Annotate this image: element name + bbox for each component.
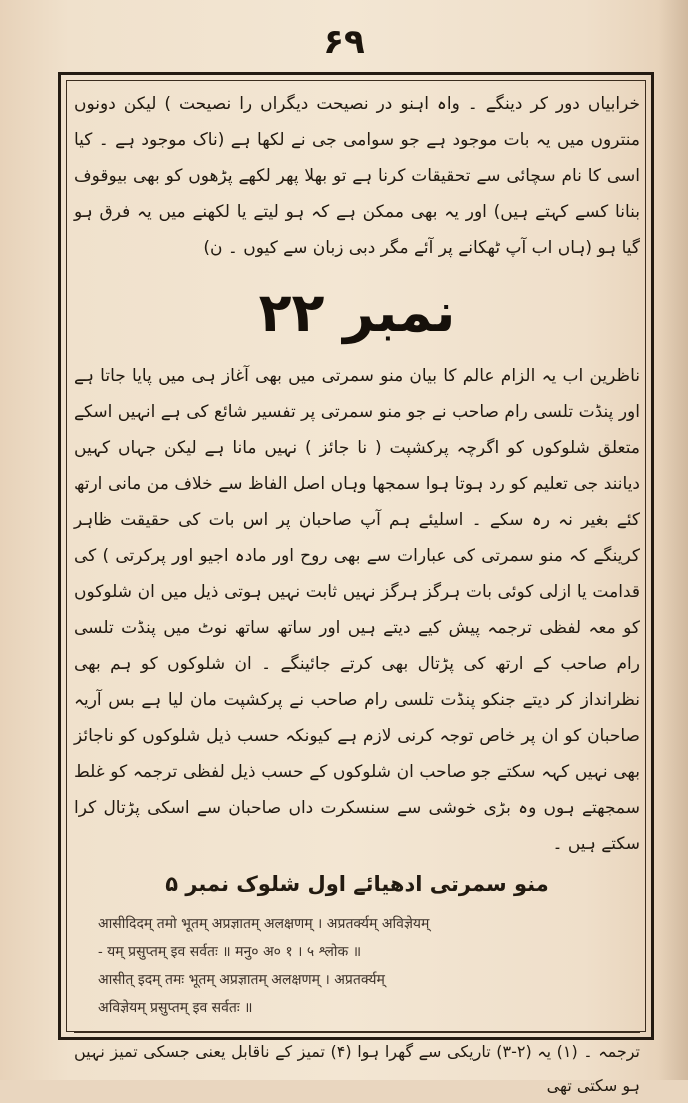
section-heading: نمبر ۲۲ <box>258 281 456 344</box>
sanskrit-line: - यम् प्रसुप्तम् इव सर्वतः ॥ मनु० अ० १ । ५ श्लोक ॥ <box>98 944 362 960</box>
page-text-block <box>74 86 640 1103</box>
sanskrit-line: अविज्ञेयम् प्रसुप्तम् इव सर्वतः ॥ <box>98 1000 253 1016</box>
paragraph-two: ناظرین اب یہ الزام عالم کا بیان منو سمرتی میں بھی آغاز ہی میں پایا جاتا ہے اور پنڈت تلسی رام صاحب نے جو منو سمرتی پر تفسیر شائع کی ہے انہیں اسکے متعلق شلوکوں کو اگرچہ پرکشپت ( نا جائز ) نہیں مانا ہے لیکن جہاں کہیں دیانند جی تعلیم کو رد ہوتا ہوا سمجھا وہاں اصل الفاظ سے خلاف من مانی ارتھ کئے بغیر نہ رہ سکے ۔ اسلیئے ہم آپ صاحبان پر اس بات کی حقیقت ظاہر کرینگے کہ منو سمرتی کی عبارات سے بھی روح اور مادہ اجیو اور پرکرتی ) کی قدامت یا ازلی کوئی بات ہرگز ہرگز نہیں ثابت نہیں ہوتی ذیل میں ان شلوکوں کو معہ لفظی ترجمہ پیش کیے دیتے ہیں اور ساتھ ساتھ نوٹ میں پنڈت تلسی رام صاحب کے ارتھ کی پڑتال بھی کرتے جائینگے ۔ ان شلوکوں کو ہم بھی نظرانداز کر دیتے جنکو پنڈت تلسی رام صاحب نے پرکشپت مان لیا ہے بس آریہ صاحبان کو ان پر خاص توجہ کرنی لازم ہے کیونکہ حسب ذیل شلوکوں کو ناجائز بھی نہیں کہہ سکتے جو صاحب ان شلوکوں کے حسب ذیل لفظی ترجمہ کو غلط سمجھتے ہوں وہ بڑی خوشی سے سنسکرت داں صاحبان سے اسکی پڑتال کرا سکتے ہیں ۔ <box>74 366 640 854</box>
sanskrit-line: आसीदिदम् तमो भूतम् अप्रज्ञातम् अलक्षणम् । अप्रतर्क्यम् अविज्ञेयम् <box>98 916 430 932</box>
sanskrit-line: आसीत् इदम् तमः भूतम् अप्रज्ञातम् अलक्षणम् । अप्रतर्क्यम् <box>98 972 385 988</box>
sanskrit-verse <box>98 910 630 1022</box>
paragraph-one: خرابیاں دور کر دینگے ۔ واہ اہنو در نصیحت دیگراں را نصیحت ) لیکن دونوں منتروں میں یہ بات موجود ہے جو سوامی جی نے لکھا ہے (ناک موجود ہے ۔ کیا اسی کا نام سچائی سے تحقیقات کرنا ہے تو بھلا پھر لکھے پڑھوں کو بھی بیوقوف بنانا کسے کہتے ہیں) اور یہ بھی ممکن ہے کہ ہو لیتے یا لکھنے میں یہ فرق ہو گیا ہو (ہاں اب آپ ٹھکانے پر آئے مگر دبی زبان سے کیوں ۔ ن) <box>74 94 640 258</box>
page-edge-shadow <box>658 0 688 1080</box>
translation-line: ترجمہ ۔ (۱) یہ (۲-۳) تاریکی سے گھرا ہوا (۴) تمیز کے ناقابل یعنی جسکی تمیز نہیں ہو سکتی تھی <box>74 1032 640 1103</box>
verse-reference-heading: منو سمرتی ادھیائے اول شلوک نمبر ۵ <box>165 872 549 896</box>
page-number: ۶۹ <box>323 22 365 62</box>
